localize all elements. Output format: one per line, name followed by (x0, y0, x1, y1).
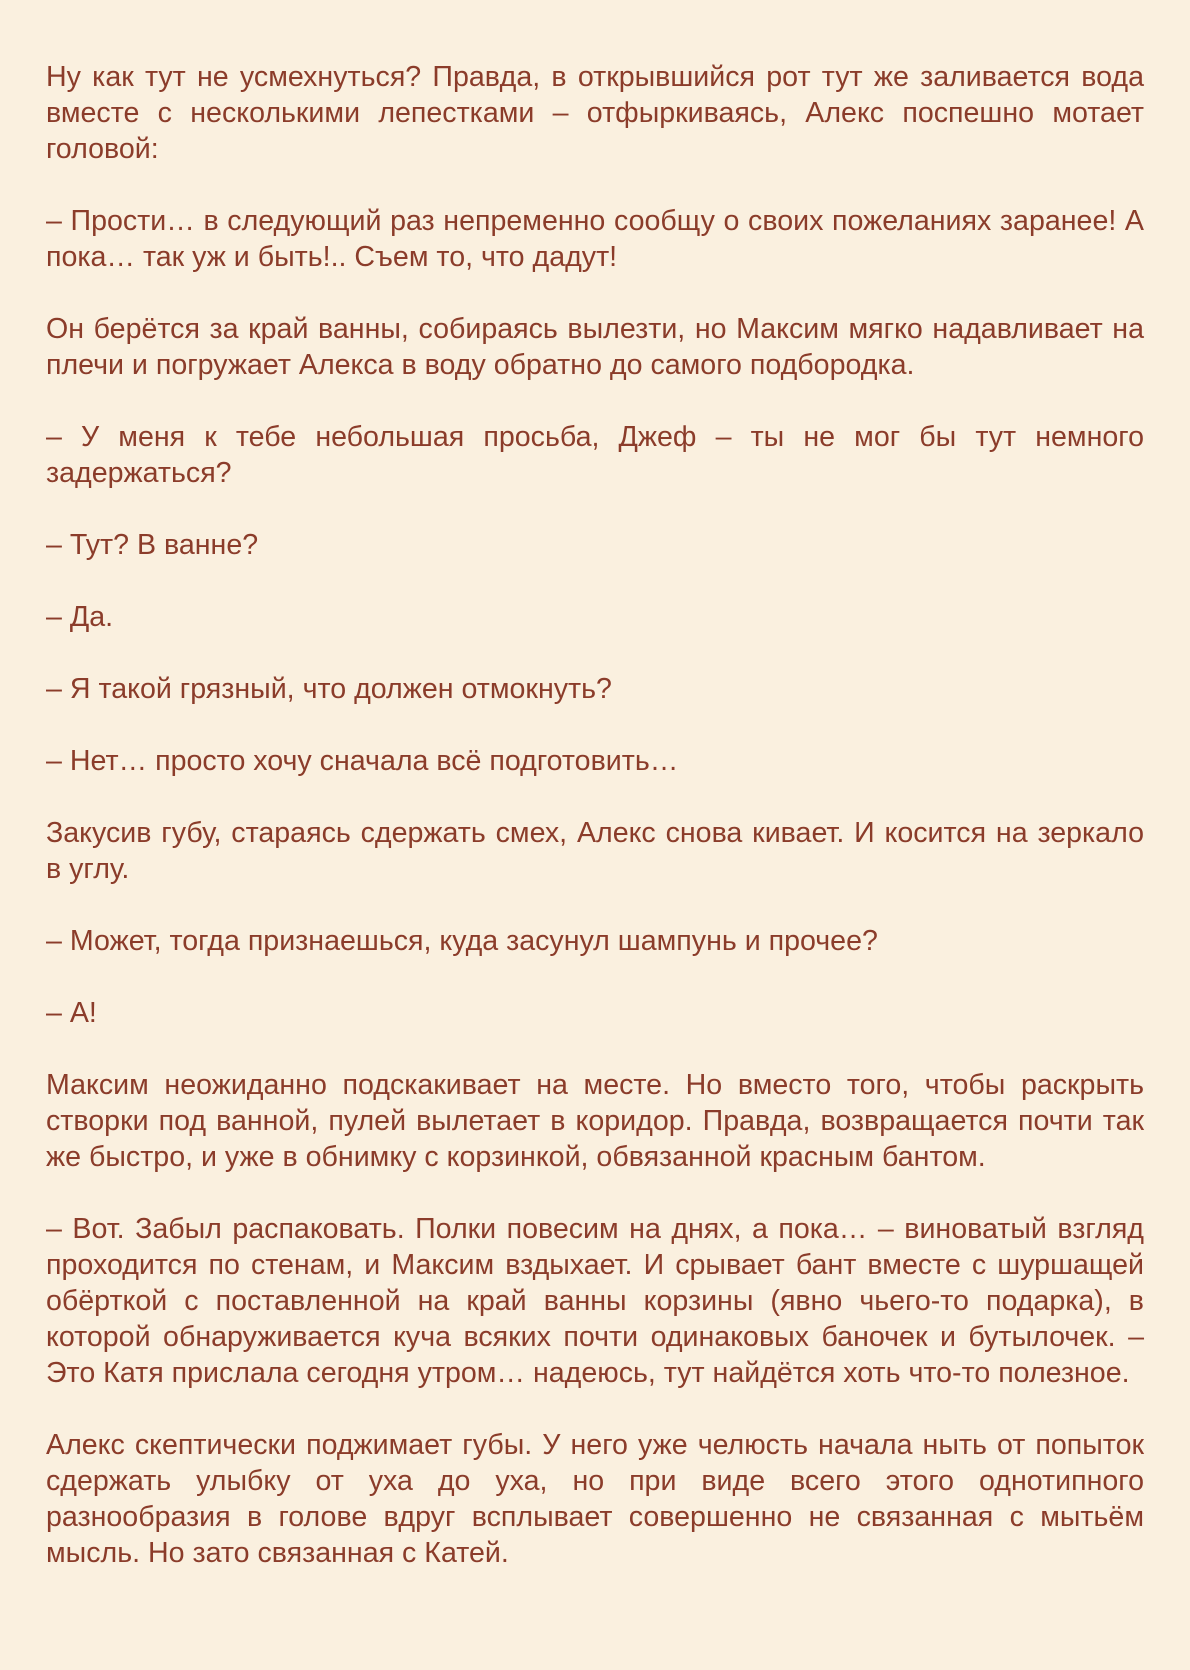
paragraph: – Прости… в следующий раз непременно сообщу о своих пожеланиях заранее! А пока… так уж и быть!.. Съем то, что дадут! (46, 205, 1144, 273)
paragraph: – Тут? В ванне? (46, 529, 259, 561)
paragraph: – А! (46, 997, 97, 1029)
paragraph: Он берётся за край ванны, собираясь вылезти, но Максим мягко надавливает на плечи и погружает Алекса в воду обратно до самого подбородка. (46, 313, 1144, 381)
paragraph: – У меня к тебе небольшая просьба, Джеф – ты не мог бы тут немного задержаться? (46, 421, 1144, 489)
paragraph: – Нет… просто хочу сначала всё подготовить… (46, 745, 679, 777)
paragraph: Закусив губу, стараясь сдержать смех, Алекс снова кивает. И косится на зеркало в углу. (46, 817, 1144, 885)
paragraph: Максим неожиданно подскакивает на месте. Но вместо того, чтобы раскрыть створки под ванной, пулей вылетает в коридор. Правда, возвращается почти так же быстро, и уже в обнимку с корзинкой, обвязанной красным бантом. (46, 1069, 1144, 1173)
paragraph: Ну как тут не усмехнуться? Правда, в открывшийся рот тут же заливается вода вместе с несколькими лепестками – отфыркиваясь, Алекс поспешно мотает головой: (46, 61, 1144, 165)
paragraph: – Может, тогда признаешься, куда засунул шампунь и прочее? (46, 925, 878, 957)
paragraph: – Вот. Забыл распаковать. Полки повесим на днях, а пока… – виноватый взгляд проходится по стенам, и Максим вздыхает. И срывает бант вместе с шуршащей обёрткой с поставленной на край ванны корзины (явно чьего-то подарка), в которой обнаруживается куча всяких почти одинаковых баночек и бутылочек. – Это Катя прислала сегодня утром… надеюсь, тут найдётся хоть что-то полезное. (46, 1213, 1144, 1389)
paragraph: – Да. (46, 601, 114, 633)
paragraph: Алекс скептически поджимает губы. У него уже челюсть начала ныть от попыток сдержать улыбку от уха до уха, но при виде всего этого однотипного разнообразия в голове вдруг всплывает совершенно не связанная с мытьём мысль. Но зато связанная с Катей. (46, 1429, 1144, 1569)
paragraph: – Я такой грязный, что должен отмокнуть? (46, 673, 612, 705)
